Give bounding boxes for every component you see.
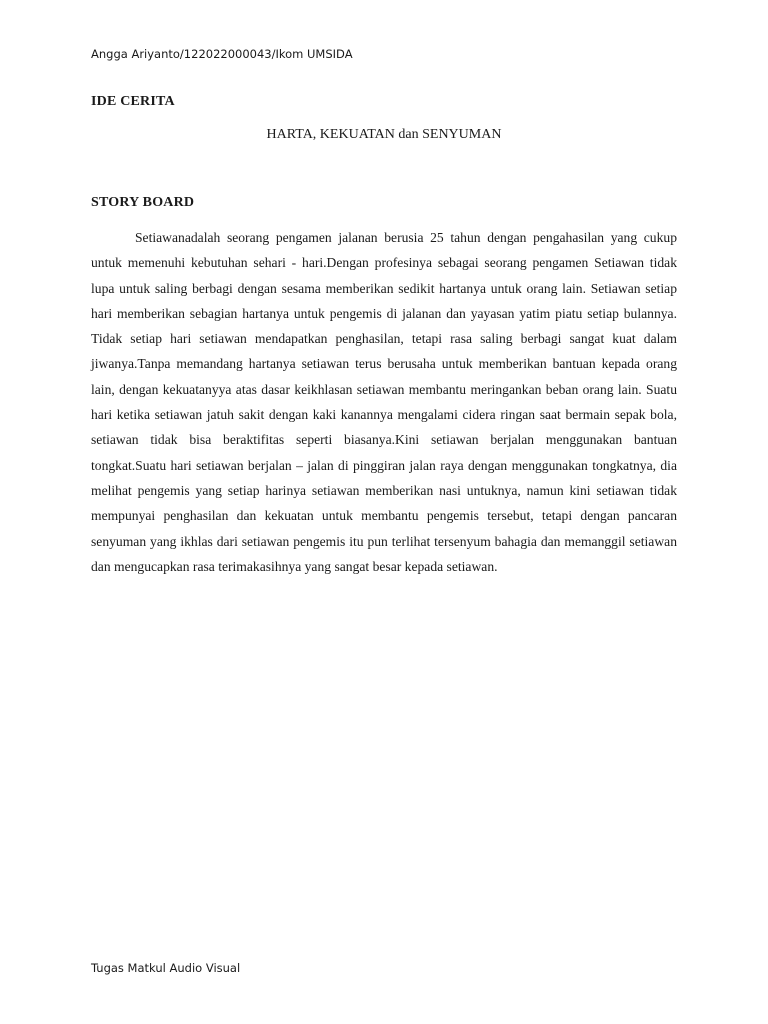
ide-cerita-heading: IDE CERITA [91,94,175,109]
storyboard-paragraph: Setiawanadalah seorang pengamen jalanan berusia 25 tahun dengan pengahasilan yang cukup untuk memenuhi kebutuhan sehari - hari.Dengan profesinya sebagai seorang pengamen Setiawan tidak lupa untuk saling berbagi dengan sesama memberikan sedikit hartanya untuk orang lain. Setiawan setiap hari memberikan sebagian hartanya untuk pengemis di jalanan dan yayasan yatim piatu setiap bulannya. Tidak setiap hari setiawan mendapatkan penghasilan, tetapi rasa saling berbagi sangat kuat dalam jiwanya.Tanpa memandang hartanya setiawan terus berusaha untuk memberikan bantuan kepada orang lain, dengan kekuatanyya atas dasar keikhlasan setiawan membantu meringankan beban orang lain. Suatu hari ketika setiawan jatuh sakit dengan kaki kanannya mengalami cidera ringan saat bermain sepak bola, setiawan tidak bisa beraktifitas seperti biasanya.Kini setiawan berjalan menggunakan bantuan tongkat.Suatu hari setiawan berjalan – jalan di pinggiran jalan raya dengan menggunakan tongkatnya, dia melihat pengemis yang setiap harinya setiawan memberikan nasi untuknya, namun kini setiawan tidak mempunyai penghasilan dan kekuatan untuk membantu pengemis tersebut, tetapi dengan pancaran senyuman yang ikhlas dari setiawan pengemis itu pun terlihat tersenyum bahagia dan memanggil setiawan dan mengucapkan rasa terimakasihnya yang sangat besar kepada setiawan. [91,230,677,574]
story-title: HARTA, KEKUATAN dan SENYUMAN [266,127,502,142]
header-author-line: Angga Ariyanto/122022000043/Ikom UMSIDA [91,47,353,61]
footer-course-line: Tugas Matkul Audio Visual [91,961,241,975]
storyboard-heading: STORY BOARD [91,195,195,210]
